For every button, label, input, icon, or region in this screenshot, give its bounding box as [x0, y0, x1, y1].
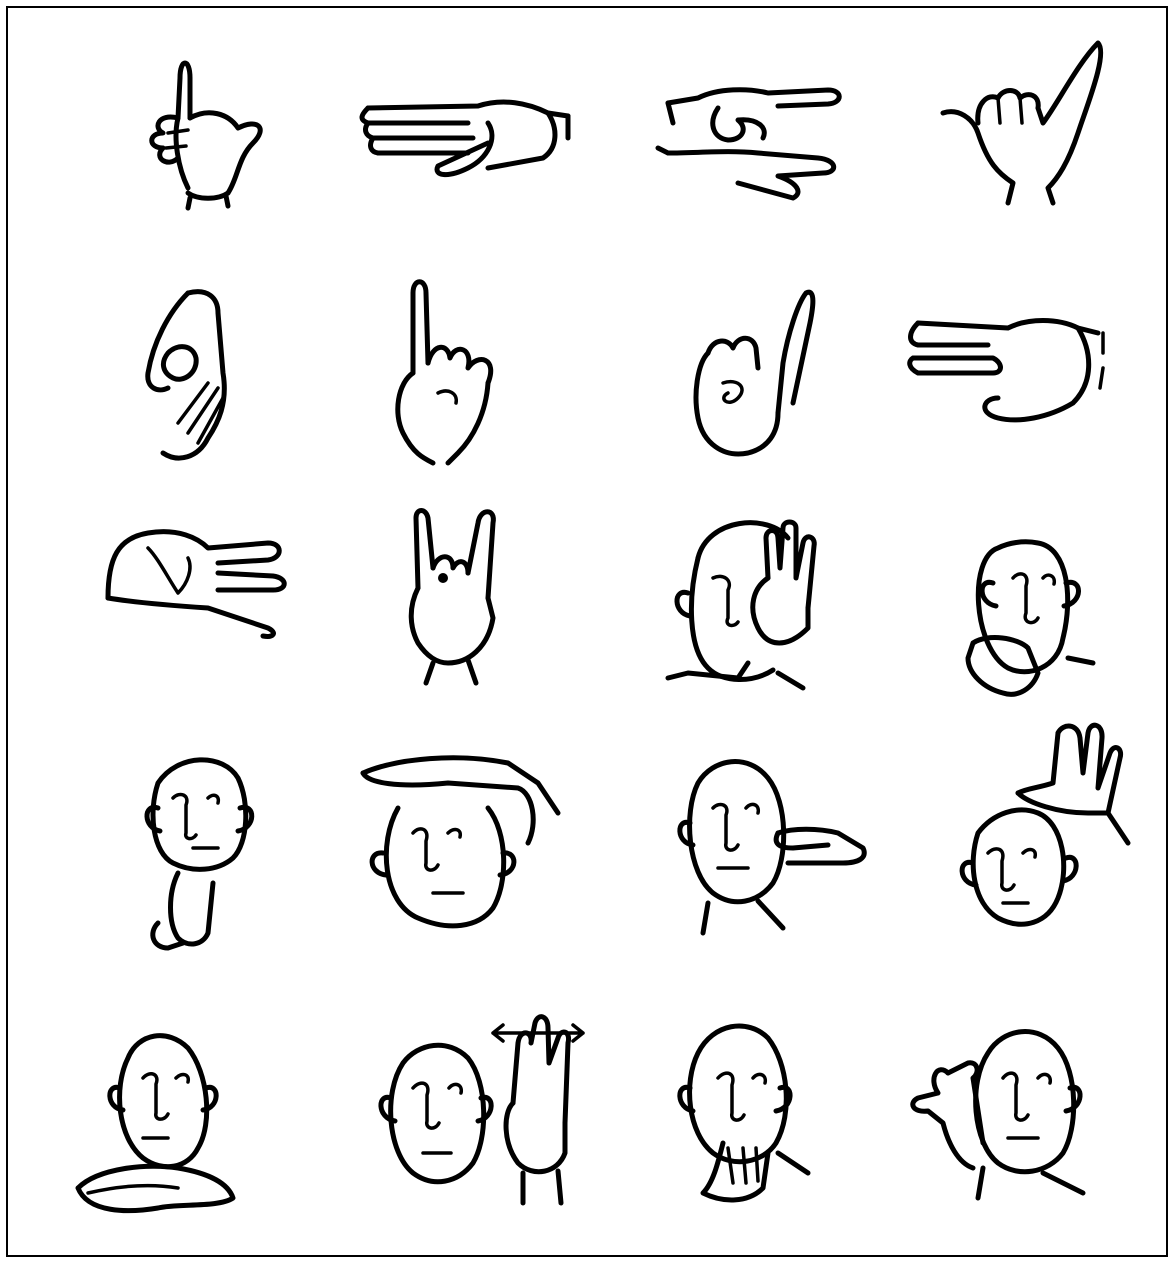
- handshape-pinky-up: [628, 273, 898, 513]
- sign-hand-over-face: [628, 498, 898, 738]
- sign-flat-hand-on-head: [338, 733, 608, 973]
- sign-hand-at-chin: [888, 498, 1158, 738]
- handshape-two-fingers-sideways-left: [78, 498, 348, 738]
- handshape-two-fingers-sideways: [888, 273, 1158, 513]
- handshape-pinky-thumb-spread: [888, 23, 1158, 263]
- sign-palm-beside-head-waving: [353, 1003, 623, 1243]
- sign-thumb-under-chin: [78, 733, 348, 973]
- sign-grid: [8, 8, 1166, 1255]
- sign-fingers-at-ear: [628, 733, 898, 973]
- sign-palm-near-cheek: [888, 1003, 1158, 1243]
- handshape-flat-hand-sideways: [338, 28, 608, 268]
- illustration-sheet: [6, 6, 1168, 1257]
- sign-forearm-below-chin: [58, 1018, 328, 1258]
- handshape-index-up: [338, 273, 608, 513]
- sign-hand-at-mouth: [628, 1003, 898, 1243]
- handshape-horns: [338, 498, 608, 738]
- handshape-index-pointing-sideways: [628, 28, 898, 268]
- handshape-index-thumb-up: [78, 18, 348, 258]
- handshape-curved-o: [78, 273, 348, 513]
- sign-palm-above-head: [888, 713, 1158, 953]
